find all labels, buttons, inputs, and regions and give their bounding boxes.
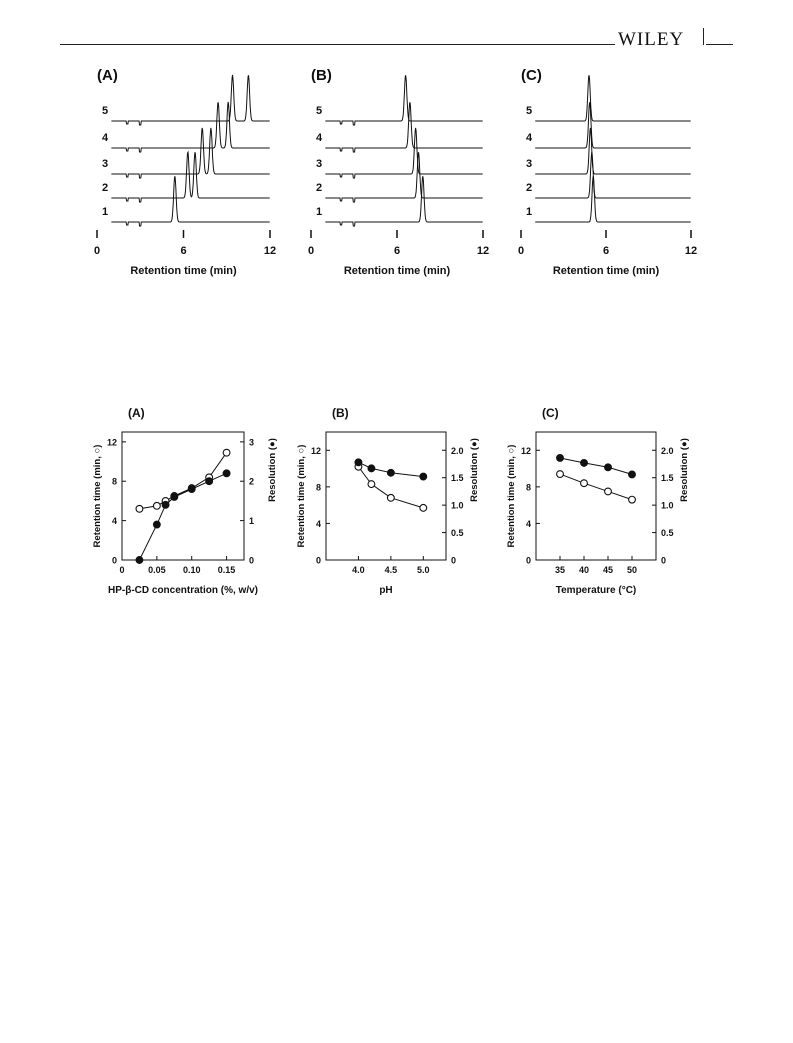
tick-label: 12 (263, 245, 277, 257)
publisher-logo: WILEY (618, 29, 685, 50)
y-tick-label: 8 (315, 482, 321, 493)
y-tick-label: 12 (520, 445, 531, 456)
tick-label: 0 (93, 245, 101, 257)
tick-label: 12 (684, 245, 698, 257)
y2-axis-label: Resolution (●) (469, 438, 480, 502)
y2-tick-label: 1.5 (661, 473, 674, 484)
data-point-open (368, 481, 375, 488)
trace-label: 1 (316, 206, 323, 218)
data-point-filled (162, 501, 169, 508)
trace-label: 5 (526, 105, 533, 117)
x-axis-label: Retention time (min) (130, 265, 237, 277)
data-point-open (605, 488, 612, 495)
data-point-open (581, 480, 588, 487)
tick-label: 6 (602, 245, 610, 257)
data-point-filled (581, 459, 588, 466)
y-tick-label: 12 (106, 437, 117, 448)
trace-label: 2 (526, 182, 533, 194)
data-point-open (629, 496, 636, 503)
panel-label: (C) (521, 67, 542, 84)
plot-frame (326, 432, 446, 560)
y-tick-label: 0 (315, 555, 321, 566)
trace-label: 1 (102, 206, 109, 218)
y2-axis-label: Resolution (●) (267, 438, 278, 502)
data-point-filled (557, 455, 564, 462)
x-axis-label: Temperature (°C) (555, 585, 637, 596)
data-point-filled (629, 471, 636, 478)
panel-label: (B) (311, 67, 332, 84)
plot-title: (C) (542, 406, 559, 420)
data-point-filled (368, 465, 375, 472)
y2-tick-label: 1.5 (451, 473, 464, 484)
x-axis-label: Retention time (min) (552, 265, 660, 277)
trace-label: 4 (316, 132, 323, 144)
y-tick-label: 4 (525, 518, 531, 529)
y-tick-label: 4 (111, 516, 117, 527)
y2-tick-label: 2 (249, 476, 255, 487)
tick-label: 0 (517, 245, 525, 257)
tick-label: 0 (307, 245, 315, 257)
data-point-filled (171, 494, 178, 501)
series-line (139, 473, 226, 560)
data-point-open (420, 504, 427, 511)
data-point-filled (605, 464, 612, 471)
data-point-open (387, 494, 394, 501)
series-line (560, 474, 632, 500)
y-tick-label: 4 (315, 518, 321, 529)
data-point-filled (223, 470, 230, 477)
series-line (560, 458, 632, 474)
trace-label: 5 (316, 105, 323, 117)
data-point-filled (136, 557, 143, 564)
trace-label: 4 (102, 132, 109, 144)
trace-label: 3 (526, 158, 533, 170)
x-tick-label: 35 (554, 565, 566, 575)
y-tick-label: 0 (525, 555, 531, 566)
trace-label: 4 (526, 132, 533, 144)
tick-label: 6 (393, 245, 401, 257)
y-tick-label: 12 (310, 445, 321, 456)
trace-label: 5 (102, 105, 109, 117)
x-tick-label: 0.10 (182, 565, 201, 575)
y2-tick-label: 1.0 (661, 500, 674, 511)
y-tick-label: 8 (525, 482, 531, 493)
y2-tick-label: 0.5 (661, 528, 674, 539)
y2-tick-label: 2.0 (661, 445, 674, 456)
y2-tick-label: 1.0 (451, 500, 464, 511)
y-axis-label: Retention time (min, ○) (92, 444, 103, 548)
plot-frame (536, 432, 656, 560)
series-line (139, 453, 226, 509)
data-point-filled (387, 469, 394, 476)
x-axis-label: HP-β-CD concentration (%, w/v) (108, 585, 258, 596)
y-axis-label: Retention time (min, ○) (506, 444, 517, 548)
x-tick-label: 4.5 (384, 565, 398, 575)
data-point-filled (355, 459, 362, 466)
x-tick-label: 50 (626, 565, 638, 575)
tick-label: 12 (476, 245, 490, 257)
y2-tick-label: 0 (249, 555, 255, 566)
y2-tick-label: 3 (249, 437, 255, 448)
y2-tick-label: 1 (249, 516, 255, 527)
x-tick-label: 45 (602, 565, 614, 575)
data-point-open (557, 471, 564, 478)
data-point-open (153, 502, 160, 509)
trace-label: 3 (102, 158, 109, 170)
y-axis-label: Retention time (min, ○) (296, 444, 307, 548)
plot-title: (A) (128, 406, 145, 420)
y2-tick-label: 0 (661, 555, 667, 566)
y2-tick-label: 2.0 (451, 445, 464, 456)
x-tick-label: 4.0 (352, 565, 365, 575)
trace-label: 3 (316, 158, 323, 170)
x-tick-label: 0.05 (148, 565, 166, 575)
y2-tick-label: 0.5 (451, 528, 464, 539)
data-point-filled (420, 473, 427, 480)
trace-label: 2 (102, 182, 109, 194)
x-axis-label: Retention time (min) (343, 265, 451, 277)
y-tick-label: 0 (111, 555, 117, 566)
x-tick-label: 0.15 (217, 565, 236, 575)
x-tick-label: 0 (119, 565, 125, 575)
data-point-filled (153, 521, 160, 528)
x-tick-label: 5.0 (417, 565, 430, 575)
tick-label: 6 (180, 245, 187, 257)
data-point-filled (206, 478, 213, 485)
y2-tick-label: 0 (451, 555, 457, 566)
data-point-open (136, 505, 143, 512)
y-tick-label: 8 (111, 476, 117, 487)
data-point-open (223, 449, 230, 456)
trace-label: 2 (316, 182, 323, 194)
y2-axis-label: Resolution (●) (679, 438, 690, 502)
panel-label: (A) (97, 67, 118, 84)
x-axis-label: pH (379, 585, 393, 596)
data-point-filled (188, 486, 195, 493)
trace-label: 1 (526, 206, 533, 218)
x-tick-label: 40 (578, 565, 590, 575)
plot-title: (B) (332, 406, 349, 420)
